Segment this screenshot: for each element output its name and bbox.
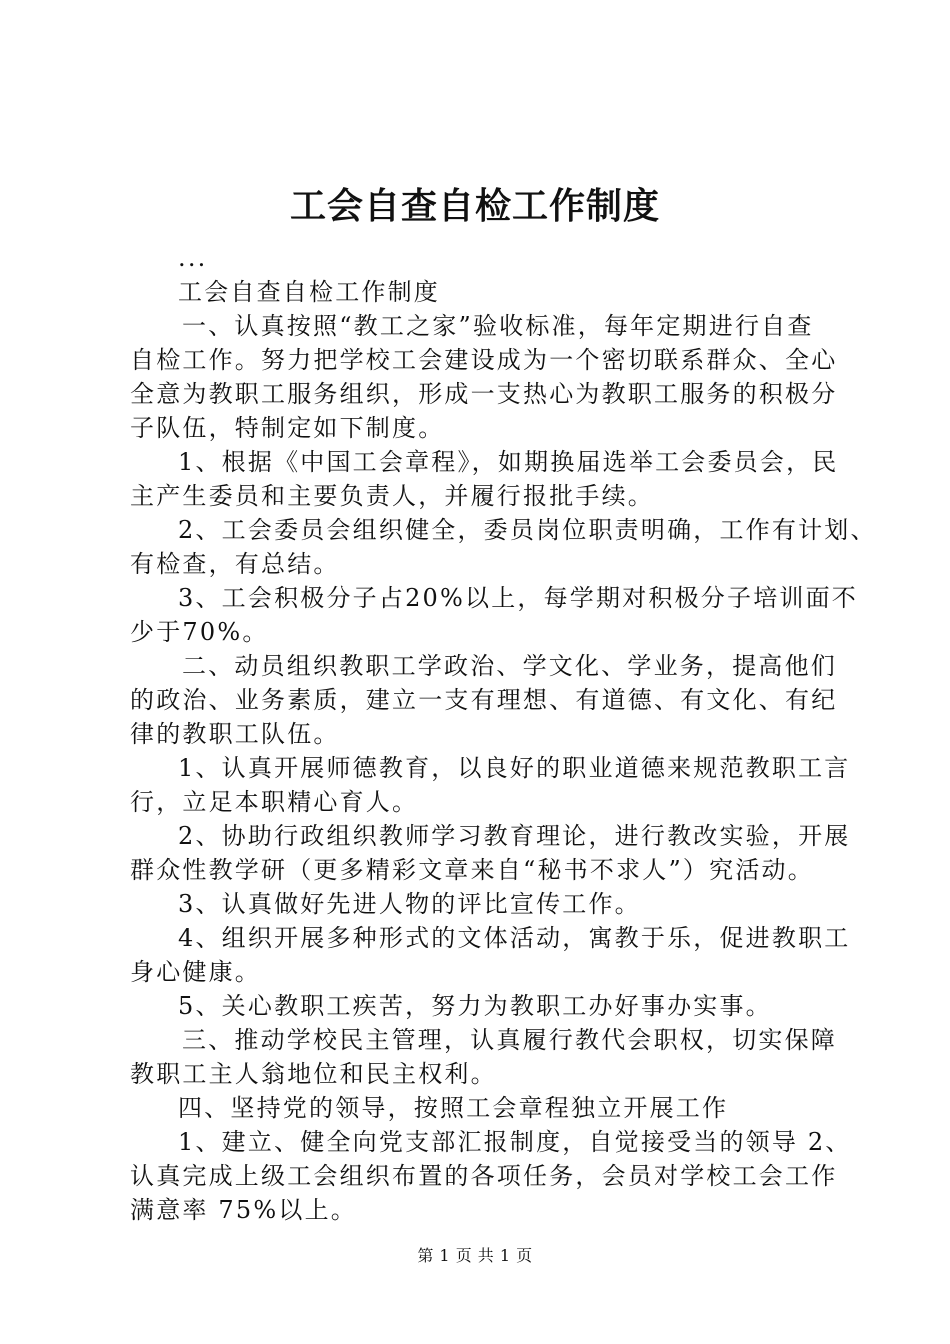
paragraph-line: 认真完成上级工会组织布置的各项任务，会员对学校工会工作 [130, 1162, 838, 1190]
paragraph-line: 三、推动学校民主管理，认真履行教代会职权，切实保障 [182, 1026, 837, 1054]
paragraph-line: 二、动员组织教职工学政治、学文化、学业务，提高他们 [182, 652, 837, 680]
paragraph-line: 2、协助行政组织教师学习教育理论，进行教改实验，开展 [178, 822, 851, 850]
paragraph-line: 律的教职工队伍。 [130, 720, 340, 748]
paragraph-line: 1、根据《中国工会章程》，如期换届选举工会委员会，民 [178, 448, 839, 476]
paragraph-line: 的政治、业务素质，建立一支有理想、有道德、有文化、有纪 [130, 686, 838, 714]
paragraph-line: 子队伍，特制定如下制度。 [130, 414, 445, 442]
page-footer: 第 1 页 共 1 页 [417, 1246, 533, 1265]
paragraph-line: 四、坚持党的领导，按照工会章程独立开展工作 [178, 1094, 729, 1122]
ellipsis-line: ... [178, 244, 208, 272]
document-title: 工会自查自检工作制度 [289, 186, 660, 227]
paragraph-line: 4、组织开展多种形式的文体活动，寓教于乐，促进教职工 [178, 924, 851, 952]
paragraph-line: 3、认真做好先进人物的评比宣传工作。 [178, 890, 641, 918]
paragraph-line: 3、工会积极分子占20%以上，每学期对积极分子培训面不 [178, 584, 859, 612]
paragraph-line: 自检工作。努力把学校工会建设成为一个密切联系群众、全心 [130, 346, 838, 374]
paragraph-line: 1、认真开展师德教育，以良好的职业道德来规范教职工言 [178, 754, 851, 782]
paragraph-line: 2、工会委员会组织健全，委员岗位职责明确，工作有计划、 [178, 516, 877, 544]
paragraph-line: 主产生委员和主要负责人，并履行报批手续。 [130, 482, 654, 510]
document-body [130, 241, 877, 1227]
paragraph-line: 全意为教职工服务组织，形成一支热心为教职工服务的积极分 [130, 380, 838, 408]
subtitle-line: 工会自查自检工作制度 [178, 278, 440, 306]
paragraph-line: 群众性教学研（更多精彩文章来自“秘书不求人”）究活动。 [130, 856, 814, 884]
paragraph-line: 有检查，有总结。 [130, 550, 340, 578]
paragraph-line: 身心健康。 [130, 958, 261, 986]
paragraph-line: 1、建立、健全向党支部汇报制度，自觉接受当的领导 2、 [178, 1128, 852, 1156]
paragraph-line: 满意率 75%以上。 [130, 1196, 357, 1224]
paragraph-line: 5、关心教职工疾苦，努力为教职工办好事办实事。 [178, 992, 772, 1020]
paragraph-line: 少于70%。 [130, 618, 269, 646]
paragraph-line: 教职工主人翁地位和民主权利。 [130, 1060, 497, 1088]
paragraph-line: 行，立足本职精心育人。 [130, 788, 419, 816]
paragraph-line: 一、认真按照“教工之家”验收标准，每年定期进行自查 [182, 312, 814, 340]
